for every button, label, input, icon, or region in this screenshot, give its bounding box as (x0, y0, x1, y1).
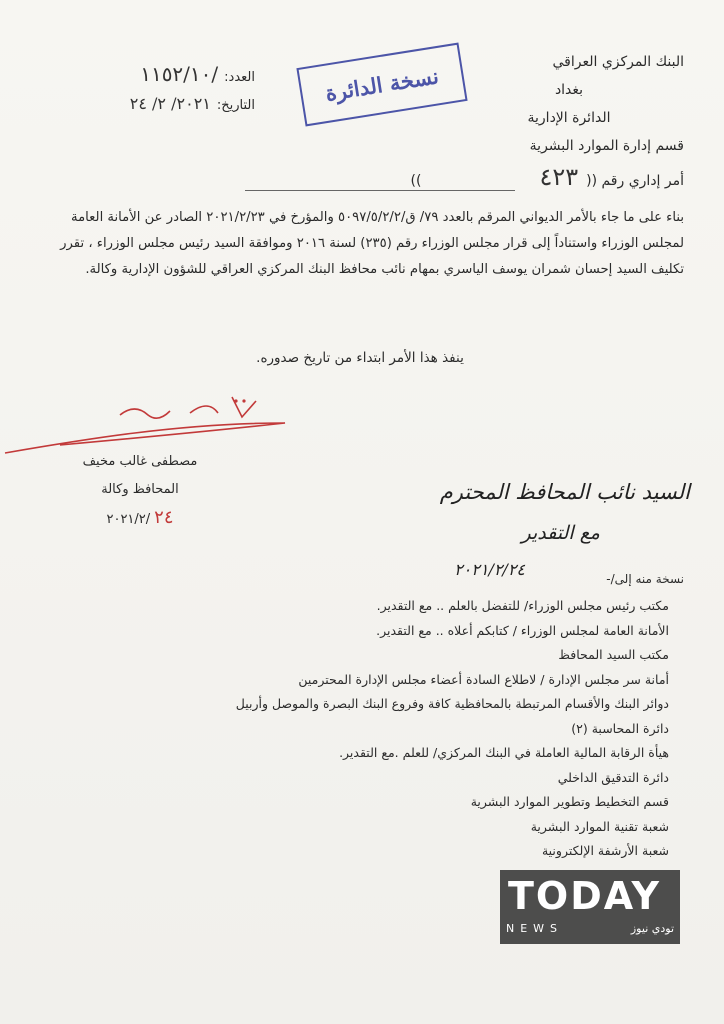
list-item: مكتب السيد المحافظ (558, 647, 669, 662)
signature-date-printed: ٢٠٢١/٢/ (106, 512, 151, 527)
order-underline (245, 190, 515, 191)
watermark-brand: TODAY (508, 874, 662, 918)
list-item: شعبة تقنية الموارد البشرية (530, 818, 669, 834)
number-value: ١١٥٢/١٠/ (140, 62, 219, 86)
stamp-text: نسخة الدائرة (323, 63, 441, 106)
list-item: أمانة سر مجلس الإدارة / لاطلاع السادة أعضاء مجلس الإدارة المحترمين (298, 671, 669, 687)
list-item: شعبة الأرشفة الإلكترونية (541, 843, 669, 858)
date-label: التاريخ: (216, 98, 255, 113)
list-item: هيأة الرقابة المالية العاملة في البنك المركزي/ للعلم .مع التقدير. (339, 745, 669, 760)
order-number: ٤٢٣ (539, 163, 579, 191)
list-item: قسم التخطيط وتطوير الموارد البشرية (470, 794, 669, 809)
note-line-1: السيد نائب المحافظ المحترم (439, 480, 690, 504)
copies-heading: نسخة منه إلى/- (606, 572, 684, 586)
list-item: دائرة التدقيق الداخلي (557, 769, 669, 785)
bank-name: البنك المركزي العراقي (552, 54, 684, 70)
list-item: دوائر البنك والأقسام المرتبطة بالمحافظية كافة وفروع البنك البصرة والموصل وأربيل (235, 696, 669, 711)
department: الدائرة الإدارية (527, 110, 611, 126)
date-value: ٢٠٢١/ ٢/ ٢٤ (129, 94, 211, 113)
signer-title: المحافظ وكالة (101, 482, 179, 497)
section: قسم إدارة الموارد البشرية (529, 138, 684, 154)
body-paragraph: بناء على ما جاء بالأمر الديواني المرقم بالعدد ٧٩/ ق/٥٠٩٧/٥/٢/٢ والمؤرخ في ٢٠٢١/٢/٢٣ الصادر عن الأمانة العامة لمجلس الوزراء واستناداً إلى قرار مجلس الوزراء رقم (٢٣٥) لسنة ٢٠١٦ وموافقة السيد رئيس مجلس الوزراء ، تقرر تكليف السيد إحسان شمران يوسف الياسري بمهام نائب محافظ البنك المركزي العراقي للشؤون الإدارية وكالة. (60, 210, 684, 277)
list-item: مكتب رئيس مجلس الوزراء/ للتفضل بالعلم .. مع التقدير. (376, 598, 669, 613)
watermark-news: NEWS (506, 922, 564, 935)
order-label: أمر إداري رقم (( (586, 173, 684, 189)
city: بغداد (554, 82, 584, 98)
signature-date-handwritten: ٢٤ (154, 507, 174, 528)
order-close: )) (410, 173, 422, 189)
today-news-watermark (500, 870, 680, 944)
copies-list (49, 594, 669, 864)
reference-block (75, 62, 255, 126)
letterhead (454, 48, 684, 160)
execution-line: ينفذ هذا الأمر ابتداء من تاريخ صدوره. (256, 350, 464, 366)
list-item: دائرة المحاسبة (٢) (571, 720, 669, 736)
signer-name: مصطفى غالب مخيف (82, 454, 198, 469)
note-line-2: مع التقدير (521, 522, 600, 544)
handwritten-note (370, 470, 690, 585)
list-item: الأمانة العامة لمجلس الوزراء / كتابكم أعلاه .. مع التقدير. (376, 622, 669, 638)
signature-block (60, 448, 220, 534)
number-label: العدد: (224, 70, 255, 85)
signature-date (60, 504, 220, 534)
department-copy-stamp (296, 43, 467, 127)
note-line-3: ٢٠٢١/٢/٢٤ (454, 560, 525, 579)
order-heading (411, 163, 685, 191)
watermark-arabic: تودي نيوز (630, 922, 674, 935)
